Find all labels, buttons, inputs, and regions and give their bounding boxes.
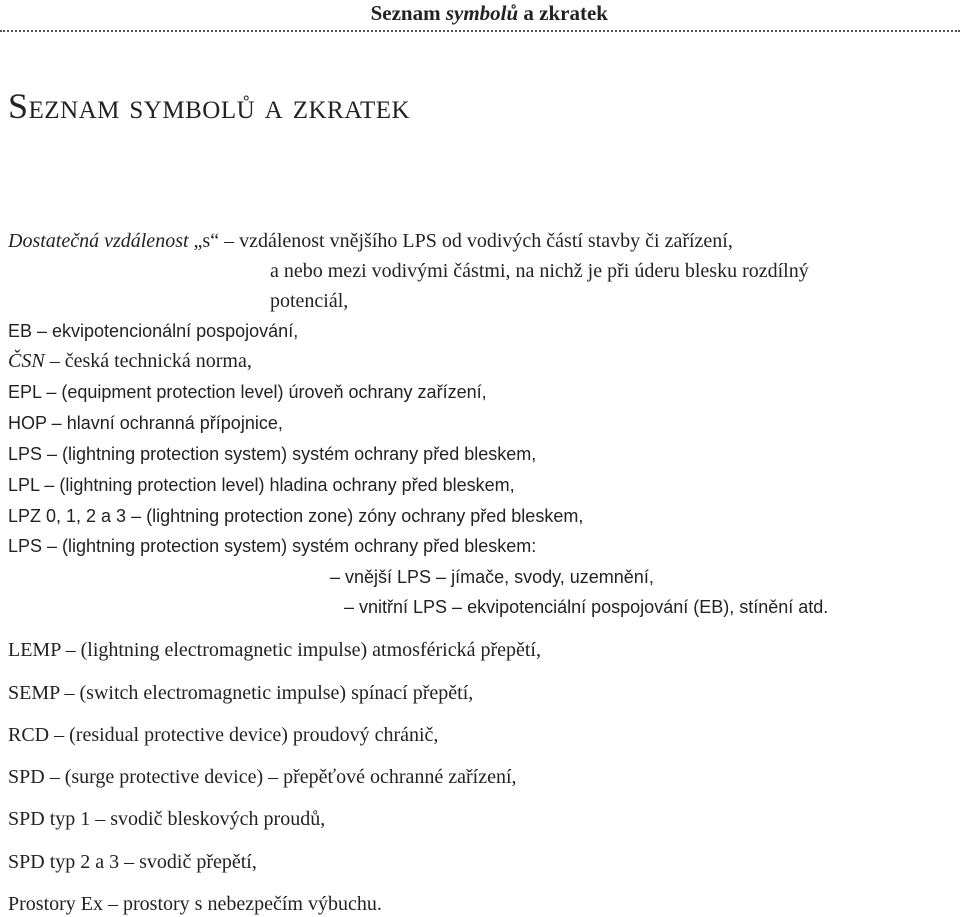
entry-csn-abbr: ČSN xyxy=(8,350,45,372)
entry-lps-2-sub-1: – vnější LPS – jímače, svody, uzemnění, xyxy=(330,567,654,587)
entry-lemp: LEMP – (lightning electromagnetic impulse) atmosférická přepětí, xyxy=(8,639,541,661)
entry-dostatecna-term: Dostatečná vzdálenost xyxy=(8,230,189,252)
entry-lps-2: LPS – (lightning protection system) systém ochrany před bleskem: xyxy=(8,536,537,556)
entry-lpz: LPZ 0, 1, 2 a 3 – (lightning protection zone) zóny ochrany před bleskem, xyxy=(8,506,584,526)
entry-lps-2-sub-2: – vnitřní LPS – ekvipotenciální pospojování (EB), stínění atd. xyxy=(344,597,829,617)
header-divider xyxy=(0,30,960,32)
entry-dostatecna-text: – vzdálenost vnějšího LPS od vodivých částí stavby či zařízení, xyxy=(224,230,733,252)
entry-dostatecna-cont2: potenciál, xyxy=(270,290,349,312)
entry-hop: HOP – hlavní ochranná přípojnice, xyxy=(8,413,283,433)
entry-spd-type-2-3: SPD typ 2 a 3 – svodič přepětí, xyxy=(8,851,257,873)
entry-semp: SEMP – (switch electromagnetic impulse) spínací přepětí, xyxy=(8,682,474,704)
entry-csn-text: – česká technická norma, xyxy=(44,350,252,372)
header-part-3: a zkratek xyxy=(518,1,608,25)
entry-rcd: RCD – (residual protective device) proudový chránič, xyxy=(8,724,439,746)
entry-dostatecna xyxy=(8,228,733,254)
running-header-text xyxy=(371,0,608,26)
entry-dostatecna-cont1: a nebo mezi vodivými částmi, na nichž je při úderu blesku rozdílný xyxy=(270,260,809,282)
header-part-1: Seznam xyxy=(370,1,446,25)
page-title: Seznam symbolů a zkratek xyxy=(8,86,411,126)
entry-spd-type-1: SPD typ 1 – svodič bleskových proudů, xyxy=(8,808,326,830)
entry-spd: SPD – (surge protective device) – přepěťové ochranné zařízení, xyxy=(8,766,517,788)
entry-epl: EPL – (equipment protection level) úroveň ochrany zařízení, xyxy=(8,382,487,402)
entry-dostatecna-symbol: „s“ xyxy=(188,230,225,252)
entry-ex: Prostory Ex – prostory s nebezpečím výbuchu. xyxy=(8,893,382,915)
entry-lpl: LPL – (lightning protection level) hladina ochrany před bleskem, xyxy=(8,475,515,495)
running-header xyxy=(0,0,960,30)
header-part-2: symbolů xyxy=(445,1,519,25)
entry-lps-1: LPS – (lightning protection system) systém ochrany před bleskem, xyxy=(8,444,537,464)
entry-csn xyxy=(8,348,252,374)
entry-eb: EB – ekvipotencionální pospojování, xyxy=(8,321,299,341)
